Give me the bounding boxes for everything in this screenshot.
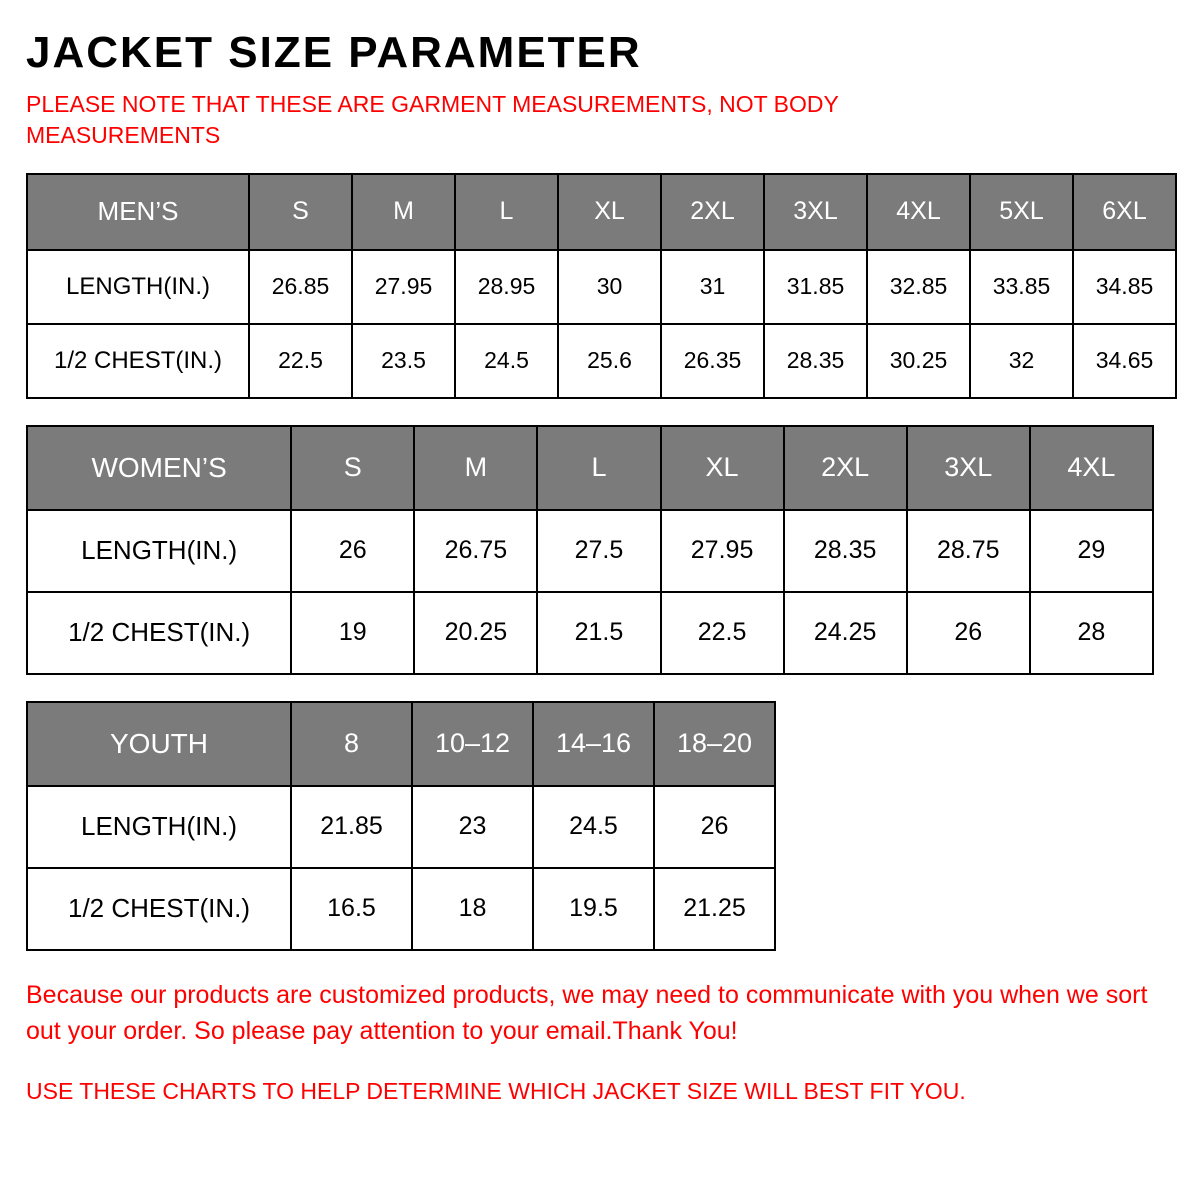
table-cell: 25.6 <box>558 324 661 398</box>
table-cell: 23.5 <box>352 324 455 398</box>
size-header-cell: 3XL <box>907 426 1030 510</box>
table-cell: 31.85 <box>764 250 867 324</box>
table-cell: 29 <box>1030 510 1153 592</box>
table-cell: 27.95 <box>661 510 784 592</box>
table-cell: 22.5 <box>661 592 784 674</box>
table-row <box>27 786 775 868</box>
table-cell: 30.25 <box>867 324 970 398</box>
table-cell: 19 <box>291 592 414 674</box>
table-row <box>27 868 775 950</box>
youth-category-label: YOUTH <box>27 702 291 786</box>
table-cell: 30 <box>558 250 661 324</box>
table-cell: 18 <box>412 868 533 950</box>
size-header-cell: 8 <box>291 702 412 786</box>
size-header-cell: S <box>291 426 414 510</box>
row-label: 1/2 CHEST(IN.) <box>27 592 291 674</box>
row-label: 1/2 CHEST(IN.) <box>27 868 291 950</box>
table-cell: 31 <box>661 250 764 324</box>
size-header-cell: 5XL <box>970 174 1073 250</box>
table-row <box>27 510 1153 592</box>
table-cell: 24.25 <box>784 592 907 674</box>
chart-usage-note: USE THESE CHARTS TO HELP DETERMINE WHICH JACKET SIZE WILL BEST FIT YOU. <box>26 1078 966 1105</box>
table-cell: 26 <box>907 592 1030 674</box>
table-cell: 28.35 <box>764 324 867 398</box>
row-label: LENGTH(IN.) <box>27 786 291 868</box>
table-cell: 32.85 <box>867 250 970 324</box>
table-cell: 16.5 <box>291 868 412 950</box>
size-header-cell: M <box>414 426 537 510</box>
garment-measurement-note: PLEASE NOTE THAT THESE ARE GARMENT MEASUREMENTS, NOT BODY MEASUREMENTS <box>26 90 839 148</box>
row-label: LENGTH(IN.) <box>27 250 249 324</box>
table-cell: 34.65 <box>1073 324 1176 398</box>
size-header-cell: L <box>537 426 660 510</box>
table-cell: 26.35 <box>661 324 764 398</box>
womens-size-table <box>26 425 1154 675</box>
table-cell: 24.5 <box>533 786 654 868</box>
table-cell: 34.85 <box>1073 250 1176 324</box>
size-header-cell: 3XL <box>764 174 867 250</box>
size-header-cell: S <box>249 174 352 250</box>
size-header-cell: 4XL <box>867 174 970 250</box>
table-cell: 28 <box>1030 592 1153 674</box>
table-cell: 24.5 <box>455 324 558 398</box>
youth-size-table <box>26 701 776 951</box>
womens-category-label: WOMEN’S <box>27 426 291 510</box>
table-cell: 26.85 <box>249 250 352 324</box>
size-header-cell: XL <box>661 426 784 510</box>
table-cell: 26 <box>291 510 414 592</box>
size-header-cell: 4XL <box>1030 426 1153 510</box>
table-cell: 22.5 <box>249 324 352 398</box>
table-cell: 26.75 <box>414 510 537 592</box>
table-cell: 27.95 <box>352 250 455 324</box>
table-cell: 26 <box>654 786 775 868</box>
size-header-cell: M <box>352 174 455 250</box>
table-cell: 21.85 <box>291 786 412 868</box>
row-label: 1/2 CHEST(IN.) <box>27 324 249 398</box>
table-cell: 23 <box>412 786 533 868</box>
table-cell: 20.25 <box>414 592 537 674</box>
table-header-row <box>27 426 1153 510</box>
row-label: LENGTH(IN.) <box>27 510 291 592</box>
table-cell: 32 <box>970 324 1073 398</box>
size-header-cell: 10–12 <box>412 702 533 786</box>
size-header-cell: 18–20 <box>654 702 775 786</box>
table-row <box>27 250 1176 324</box>
mens-category-label: MEN’S <box>27 174 249 250</box>
table-cell: 21.5 <box>537 592 660 674</box>
customized-products-note: Because our products are customized products, we may need to communicate with you when we sort out your order. So please pay attention to your email.Thank You! <box>26 980 1148 1045</box>
table-row <box>27 324 1176 398</box>
table-row <box>27 592 1153 674</box>
table-header-row <box>27 702 775 786</box>
table-cell: 33.85 <box>970 250 1073 324</box>
size-header-cell: 14–16 <box>533 702 654 786</box>
page-title: JACKET SIZE PARAMETER <box>26 28 642 77</box>
size-header-cell: 2XL <box>784 426 907 510</box>
size-header-cell: 2XL <box>661 174 764 250</box>
mens-size-table <box>26 173 1177 399</box>
table-cell: 28.75 <box>907 510 1030 592</box>
size-header-cell: 6XL <box>1073 174 1176 250</box>
table-header-row <box>27 174 1176 250</box>
table-cell: 19.5 <box>533 868 654 950</box>
table-cell: 27.5 <box>537 510 660 592</box>
table-cell: 28.95 <box>455 250 558 324</box>
table-cell: 21.25 <box>654 868 775 950</box>
table-cell: 28.35 <box>784 510 907 592</box>
size-header-cell: XL <box>558 174 661 250</box>
size-header-cell: L <box>455 174 558 250</box>
